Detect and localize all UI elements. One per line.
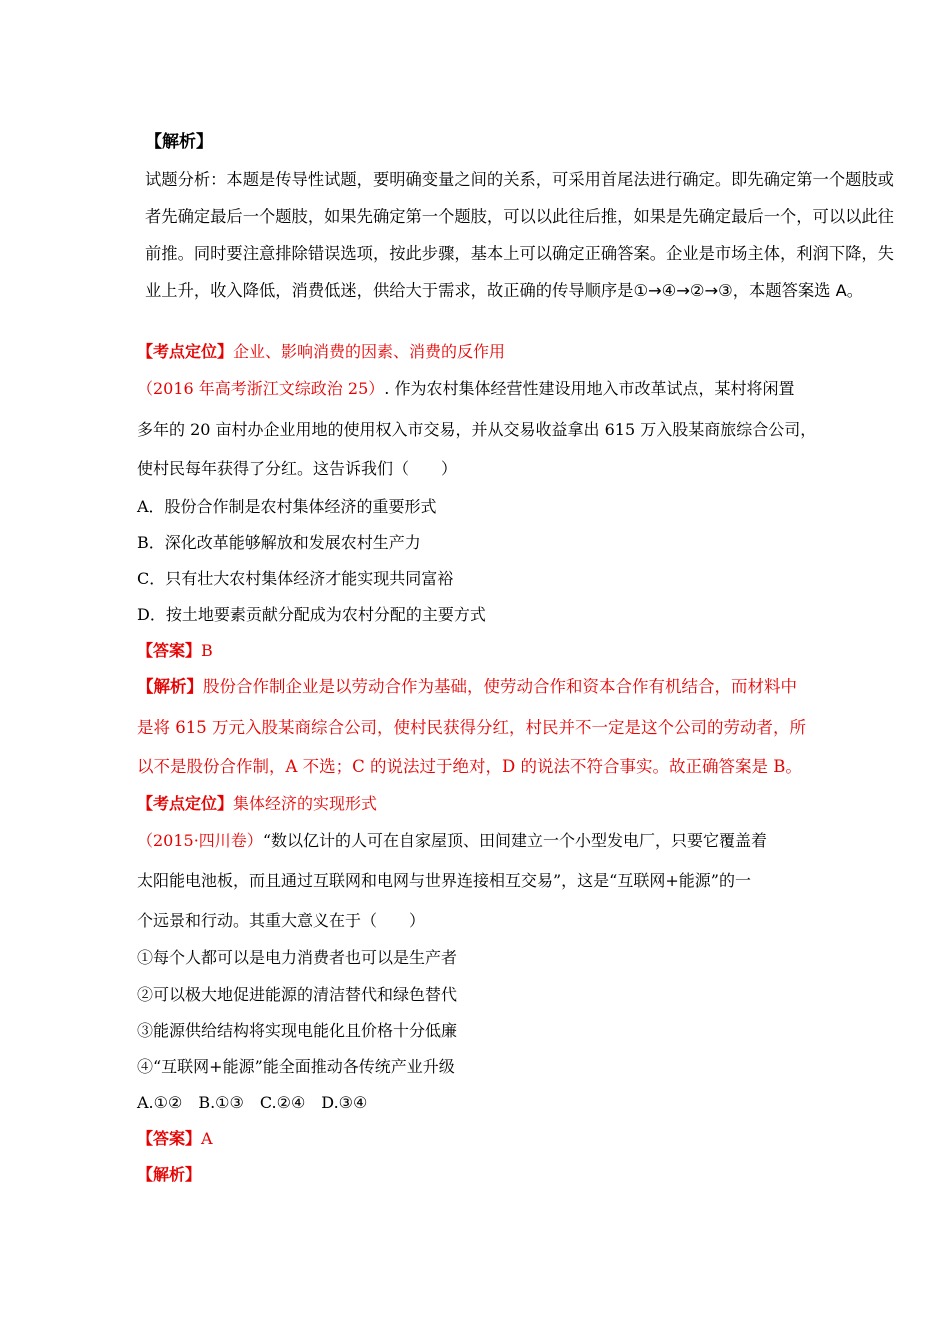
option-b: B．深化改革能够解放和发展农村生产力	[137, 533, 421, 552]
analysis-text: 以不是股份合作制，A 不选；C 的说法过于绝对，D 的说法不符合事实。故正确答案是 B。	[137, 757, 802, 776]
analysis-heading: 【解析】	[145, 132, 213, 152]
kaodian-text: 企业、影响消费的因素、消费的反作用	[233, 342, 506, 361]
answer-row	[137, 1129, 213, 1149]
answer-value: B	[201, 641, 213, 660]
question-text: “数以亿计的人可在自家屋顶、田间建立一个小型发电厂，只要它覆盖着	[262, 831, 767, 850]
statement-item: ③能源供给结构将实现电能化且价格十分低廉	[137, 1021, 458, 1040]
question-stem-line: 个远景和行动。其重大意义在于（ ）	[137, 911, 426, 930]
question-stem-line: 太阳能电池板，而且通过互联网和电网与世界连接相互交易”，这是“互联网+能源”的一	[137, 871, 751, 890]
analysis-line: 业上升，收入降低，消费低迷，供给大于需求，故正确的传导顺序是①→④→②→③，本题答案选 A。	[145, 281, 864, 300]
statement-item: ②可以极大地促进能源的清洁替代和绿色替代	[137, 985, 458, 1004]
question-stem-line	[137, 379, 794, 399]
question-text: . 作为农村集体经营性建设用地入市改革试点，某村将闲置	[384, 379, 795, 398]
option-a: A．股份合作制是农村集体经济的重要形式	[137, 497, 437, 516]
answer-analysis-row	[137, 677, 797, 697]
statement-item: ④“互联网+能源”能全面推动各传统产业升级	[137, 1057, 455, 1076]
question-stem-line: 多年的 20 亩村办企业用地的使用权入市交易，并从交易收益拿出 615 万入股某商旅综合公司，	[137, 420, 817, 439]
option-d: D．按土地要素贡献分配成为农村分配的主要方式	[137, 605, 486, 624]
analysis-line: 者先确定最后一个题肢，如果先确定第一个题肢，可以以此往后推，如果是先确定最后一个，可以以此往	[145, 207, 894, 226]
analysis-text: 股份合作制企业是以劳动合作为基础，使劳动合作和资本合作有机结合，而材料中	[203, 677, 797, 696]
answer-value: A	[201, 1129, 213, 1148]
analysis-label: 【解析】	[137, 677, 203, 696]
answer-row	[137, 641, 213, 661]
statement-item: ①每个人都可以是电力消费者也可以是生产者	[137, 948, 458, 967]
question-stem-line: 使村民每年获得了分红。这告诉我们（ ）	[137, 459, 458, 478]
question-source: （2016 年高考浙江文综政治 25）	[137, 379, 385, 398]
choice-options: A.①② B.①③ C.②④ D.③④	[137, 1093, 368, 1112]
kaodian-row	[137, 794, 377, 814]
answer-label: 【答案】	[137, 641, 202, 660]
kaodian-text: 集体经济的实现形式	[233, 794, 378, 813]
option-c: C．只有壮大农村集体经济才能实现共同富裕	[137, 569, 454, 588]
analysis-line: 试题分析：本题是传导性试题，要明确变量之间的关系，可采用首尾法进行确定。即先确定第一个题肢或	[145, 170, 894, 189]
question-stem-line	[137, 831, 767, 851]
kaodian-label: 【考点定位】	[137, 794, 234, 813]
analysis-text: 是将 615 万元入股某商综合公司，使村民获得分红，村民并不一定是这个公司的劳动者，所	[137, 718, 806, 737]
kaodian-label: 【考点定位】	[137, 342, 234, 361]
analysis-label: 【解析】	[137, 1165, 202, 1184]
kaodian-row	[137, 342, 505, 362]
answer-label: 【答案】	[137, 1129, 202, 1148]
question-source: （2015·四川卷）	[137, 831, 263, 850]
analysis-line: 前推。同时要注意排除错误选项，按此步骤，基本上可以确定正确答案。企业是市场主体，利润下降，失	[145, 244, 894, 263]
